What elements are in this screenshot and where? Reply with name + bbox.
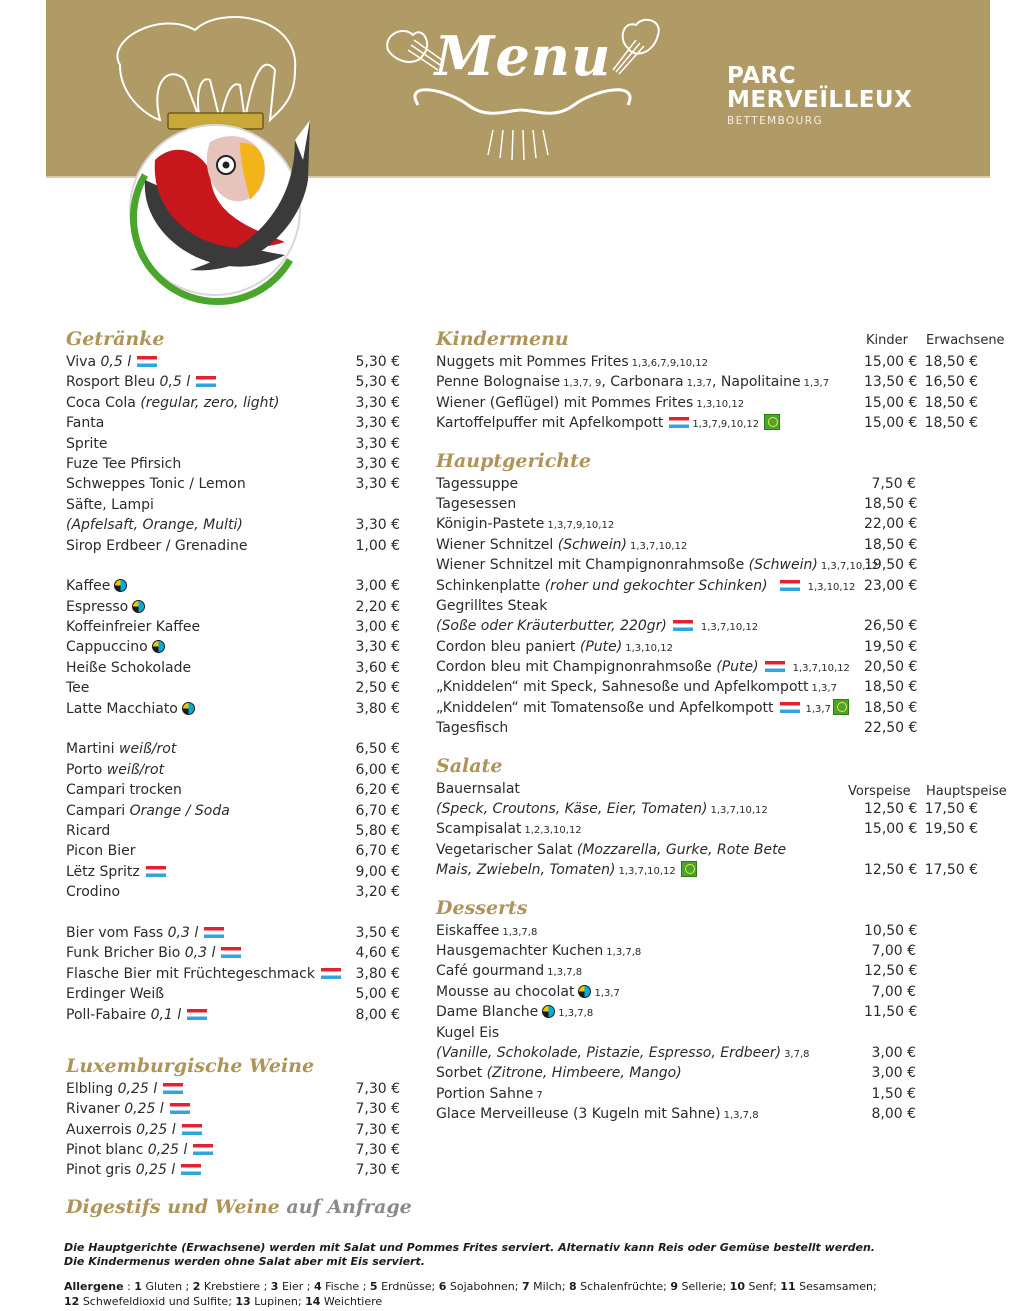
menu-item: Wiener (Geflügel) mit Pommes Frites 1,3,10,12 15,00 € 18,50 € [436,394,978,411]
vegetarian-icon [681,861,697,877]
menu-item: (Apfelsaft, Orange, Multi) 3,30 € [66,515,406,535]
column-header-vorspeise: Vorspeise [848,783,911,799]
menu-item: Fuze Tee Pfirsich 3,30 € [66,454,406,474]
menu-item: Funk Bricher Bio 0,3 l 4,60 € [66,945,400,962]
menu-item: Portion Sahne 7 1,50 € [436,1085,916,1102]
luxembourg-flag-icon [163,1083,183,1094]
menu-item: Königin-Pastete 1,3,7,9,10,12 22,00 € [436,516,918,533]
menu-item [66,352,406,372]
column-header-erwachsene: Erwachsene [926,333,1005,348]
menu-item: Schinkenplatte (roher und gekochter Schinken) 1,3,10,12 23,00 € [436,577,918,594]
menu-item: Mais, Zwiebeln, Tomaten) 1,3,7,10,12 12,50 € 17,50 € [436,862,978,879]
column-header-hauptspeise: Hauptspeise [926,783,1007,799]
menu-item [66,393,406,413]
menu-item: Glace Merveilleuse (3 Kugeln mit Sahne) 1,3,7,8 8,00 € [436,1106,916,1123]
menu-item: Poll-Fabaire 0,1 l 8,00 € [66,1006,400,1023]
section-title-salate: Salate [436,754,503,777]
left-column [66,326,406,1181]
note-line-2: Die Kindermenus werden ohne Salat aber mit Eis serviert. [64,1255,425,1268]
item-price: 1,00 € [355,537,400,554]
menu-title-block [378,10,668,160]
fairtrade-icon [114,579,127,592]
section-title-kindermenu: Kindermenu [436,328,569,350]
item-detail: 0,5 l [159,374,191,391]
item-price: 3,30 € [355,435,400,452]
item-name: Coca Cola [66,394,136,411]
menu-item: Wiener Schnitzel mit Champignonrahmsoße (Schwein) 1,3,7,10,12 19,50 € [436,557,918,574]
item-name: Viva [66,354,97,370]
brand-logo [727,64,912,127]
menu-item: Porto weiß/rot 6,00 € [66,761,400,778]
item-price: 3,30 € [355,415,400,432]
luxembourg-flag-icon [193,1144,213,1155]
column-header-kinder: Kinder [866,333,908,348]
vegetarian-icon [833,699,849,715]
menu-item: Hausgemachter Kuchen 1,3,7,8 7,00 € [436,942,916,959]
menu-item: Fanta 3,30 € [66,413,406,433]
allergen-legend: Allergene : 1 Gluten ; 2 Krebstiere ; 3 Eier ; 4 Fische ; 5 Erdnüsse; 6 Sojabohnen; 7 Milch; 8 Schalenfrüchte; 9 Sellerie; 10 Senf; 11 Sesamsamen; 12 Schwefeldioxid und Sulfite; 13 Lupinen; 14 Weichtiere [64,1280,877,1308]
menu-item: Tagesfisch 22,50 € [436,720,918,737]
brand-line-3: BETTEMBOURG [727,115,823,127]
menu-item: Campari trocken 6,20 € [66,782,400,799]
fairtrade-icon [578,985,591,998]
menu-item: Sirop Erdbeer / Grenadine 1,00 € [66,536,406,556]
menu-item: „Kniddelen“ mit Tomatensoße und Apfelkompott 1,3,7 18,50 € [436,699,918,716]
menu-item: Tee 2,50 € [66,680,400,697]
item-detail: (regular, zero, light) [140,394,280,411]
fairtrade-icon [132,600,145,613]
menu-item: Crodino 3,20 € [66,884,400,901]
luxembourg-flag-icon [221,947,241,958]
menu-item: Schweppes Tonic / Lemon 3,30 € [66,474,406,494]
item-name: Rosport Bleu [66,374,156,391]
fairtrade-icon [182,702,195,715]
menu-item: Pinot gris 0,25 l 7,30 € [66,1162,400,1179]
menu-item: Eiskaffee 1,3,7,8 10,50 € [436,922,918,939]
service-notes [64,1241,875,1269]
menu-item: Kugel Eis [436,1024,500,1041]
luxembourg-flag-icon [780,702,800,713]
note-line-1: Die Hauptgerichte (Erwachsene) werden mit Salat und Pommes Frites serviert. Alternativ kann Reis oder Gemüse bestellt werden. [64,1241,875,1254]
item-price: 5,30 € [355,374,400,391]
menu-item: Picon Bier 6,70 € [66,843,400,860]
vegetarian-icon [764,414,780,430]
luxembourg-flag-icon [170,1103,190,1114]
luxembourg-flag-icon [196,376,216,387]
menu-item: Heiße Schokolade 3,60 € [66,659,400,676]
menu-item: Espresso 2,20 € [66,598,400,615]
luxembourg-flag-icon [146,866,166,877]
menu-item: Wiener Schnitzel (Schwein) 1,3,7,10,12 18,50 € [436,536,918,553]
menu-item: Pinot blanc 0,25 l 7,30 € [66,1142,400,1159]
menu-item: Scampisalat 1,2,3,10,12 15,00 € 19,50 € [436,821,978,838]
fairtrade-icon [152,640,165,653]
menu-item: „Kniddelen“ mit Speck, Sahnesoße und Apfelkompott 1,3,7 18,50 € [436,679,918,696]
fairtrade-icon [542,1005,555,1018]
right-column [436,326,1016,1125]
luxembourg-flag-icon [673,620,693,631]
item-price: 3,30 € [355,394,400,411]
item-price: 3,30 € [355,455,400,472]
menu-title: Menu [434,24,612,88]
luxembourg-flag-icon [181,1164,201,1175]
menu-item: Cordon bleu paniert (Pute) 1,3,10,12 19,50 € [436,638,918,655]
item-price: 3,30 € [355,517,400,534]
menu-item: Tagesessen 18,50 € [436,495,918,512]
luxembourg-flag-icon [187,1009,207,1020]
menu-item: Bier vom Fass 0,3 l 3,50 € [66,924,400,941]
menu-item: Cordon bleu mit Champignonrahmsoße (Pute) 1,3,7,10,12 20,50 € [436,659,918,676]
menu-item: Tagessuppe 7,50 € [436,475,916,492]
menu-item: Vegetarischer Salat (Mozzarella, Gurke, Rote Bete [436,841,787,858]
menu-item: Säfte, Lampi [66,496,154,513]
section-title-getraenke: Getränke [66,328,165,350]
luxembourg-flag-icon [321,968,341,979]
menu-item: Latte Macchiato 3,80 € [66,700,400,717]
menu-item: Café gourmand 1,3,7,8 12,50 € [436,963,918,980]
menu-item: Bauernsalat [436,780,520,797]
luxembourg-flag-icon [137,356,157,367]
menu-item: Flasche Bier mit Früchtegeschmack 3,80 € [66,965,400,982]
menu-item: Kartoffelpuffer mit Apfelkompott 1,3,7,9,10,12 15,00 € 18,50 € [436,415,978,432]
menu-item: Gegrilltes Steak [436,597,548,614]
luxembourg-flag-icon [182,1124,202,1135]
luxembourg-flag-icon [780,580,800,591]
menu-item: (Vanille, Schokolade, Pistazie, Espresso, Erdbeer) 3,7,8 3,00 € [436,1044,916,1061]
menu-item: Martini weiß/rot 6,50 € [66,741,400,758]
brand-line-1: PARC [727,63,797,89]
item-price: 3,30 € [355,476,400,493]
section-title-desserts: Desserts [436,896,528,919]
item-price: 5,30 € [355,354,400,370]
allergen-codes: 1,3,6,7,9,10,12 [631,358,708,369]
section-title-hauptgerichte: Hauptgerichte [436,449,591,472]
luxembourg-flag-icon [765,661,785,672]
luxembourg-flag-icon [669,417,689,428]
menu-item: Mousse au chocolat 1,3,7 7,00 € [436,983,916,1000]
menu-item: Lëtz Spritz 9,00 € [66,863,400,880]
section-title-weine: Luxemburgische Weine [66,1054,315,1077]
menu-item: (Speck, Croutons, Käse, Eier, Tomaten) 1,3,7,10,12 12,50 € 17,50 € [436,801,978,818]
menu-item: Rivaner 0,25 l 7,30 € [66,1101,400,1118]
menu-item: Campari Orange / Soda 6,70 € [66,802,400,819]
parrot-chef-logo [100,10,340,310]
menu-item: (Soße oder Kräuterbutter, 220gr) 1,3,7,10,12 26,50 € [436,618,918,635]
luxembourg-flag-icon [204,927,224,938]
menu-item: Cappuccino 3,30 € [66,639,400,656]
menu-item: Kaffee 3,00 € [66,578,400,595]
menu-item: Elbling 0,25 l 7,30 € [66,1080,400,1097]
menu-item: Koffeinfreier Kaffee 3,00 € [66,619,400,636]
brand-line-2: MERVEÏLLEUX [727,87,913,113]
menu-item: Sorbet (Zitrone, Himbeere, Mango) 3,00 € [436,1065,916,1082]
menu-item: Auxerrois 0,25 l 7,30 € [66,1121,400,1138]
menu-item: Dame Blanche 1,3,7,8 11,50 € [436,1004,918,1021]
menu-item [66,372,406,392]
item-detail: 0,5 l [100,354,132,370]
menu-item: Sprite 3,30 € [66,434,406,454]
menu-item: Nuggets mit Pommes Frites 1,3,6,7,9,10,12 15,00 € 18,50 € [436,354,978,370]
menu-item: Penne Bolognaise 1,3,7, 9, Carbonara 1,3,7, Napolitaine 1,3,7 13,50 € 16,50 € [436,374,978,391]
digestif-heading: Digestifs und Weine auf Anfrage [66,1196,412,1218]
menu-item: Erdinger Weiß 5,00 € [66,986,400,1003]
menu-item: Ricard 5,80 € [66,822,400,839]
